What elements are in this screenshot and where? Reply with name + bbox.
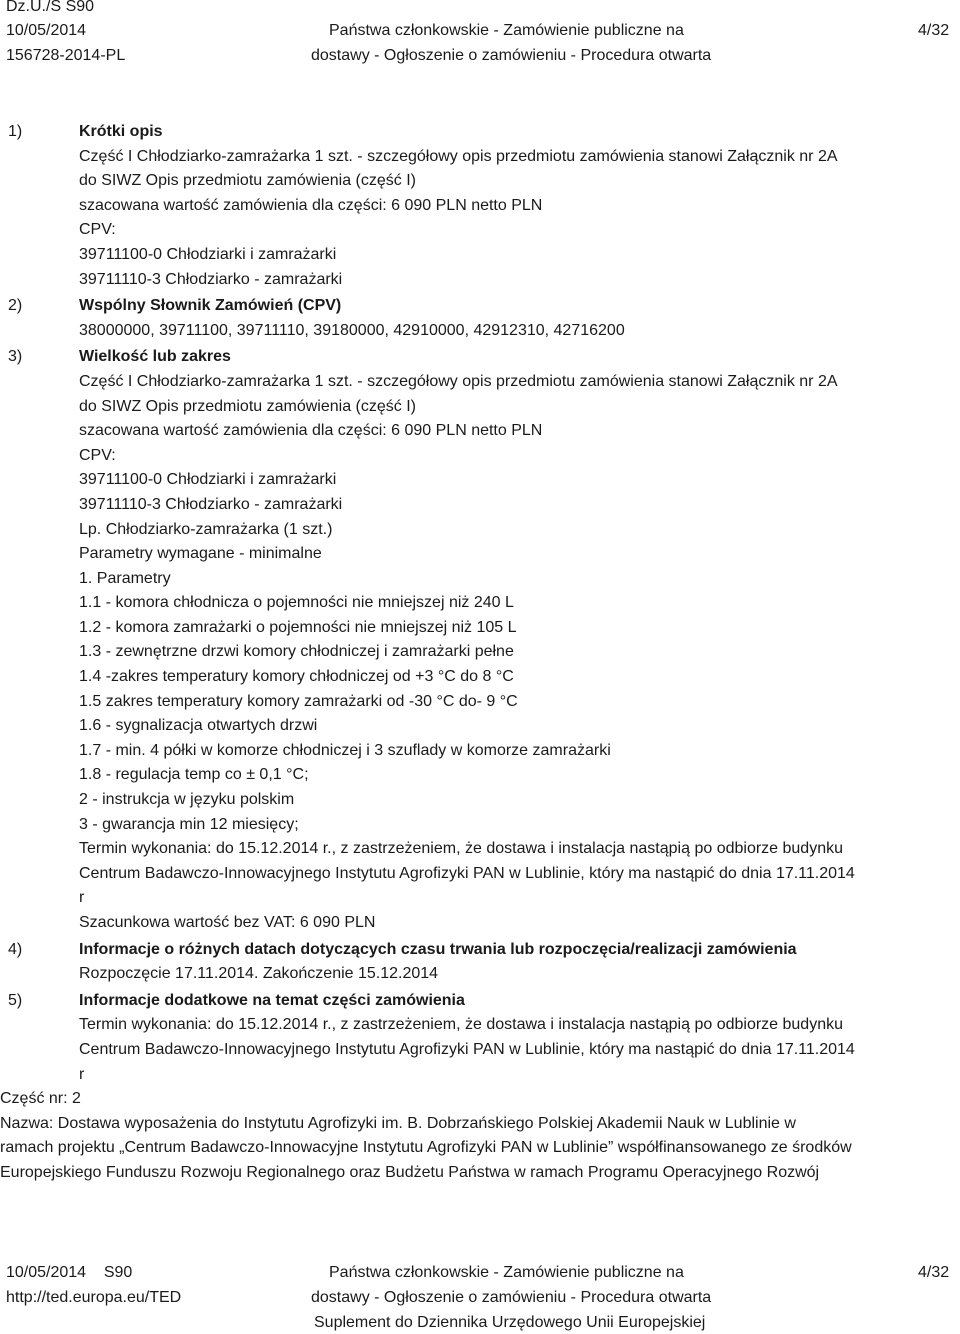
header-date: 10/05/2014 bbox=[6, 22, 87, 39]
text-line: 2 - instrukcja w języku polskim bbox=[79, 791, 295, 809]
text-line: Rozpoczęcie 17.11.2014. Zakończenie 15.12.2014 bbox=[79, 965, 439, 983]
text-line: szacowana wartość zamówienia dla części: 6 090 PLN netto PLN bbox=[79, 422, 543, 440]
text-line: Szacunkowa wartość bez VAT: 6 090 PLN bbox=[79, 914, 376, 931]
text-line: Termin wykonania: do 15.12.2014 r., z zastrzeżeniem, że dostawa i instalacja nastąpią po odbiorze budynku bbox=[79, 840, 843, 858]
text-line: 1.6 - sygnalizacja otwartych drzwi bbox=[79, 717, 318, 735]
section-title: Informacje o różnych datach dotyczących czasu trwania lub rozpoczęcia/realizacji zamówienia bbox=[79, 940, 797, 958]
text-line: Parametry wymagane - minimalne bbox=[79, 545, 322, 563]
section-number: 5) bbox=[8, 991, 23, 1009]
section-title: Informacje dodatkowe na temat części zamówienia bbox=[79, 991, 465, 1009]
header-title-line2: dostawy - Ogłoszenie o zamówieniu - Procedura otwarta bbox=[311, 47, 712, 64]
text-line: Część I Chłodziarko-zamrażarka 1 szt. - szczegółowy opis przedmiotu zamówienia stanowi Załącznik nr 2A bbox=[79, 372, 838, 390]
section-dates bbox=[8, 938, 956, 987]
text-line: CPV: bbox=[79, 446, 116, 464]
section-short-description bbox=[8, 120, 956, 292]
document-body bbox=[0, 120, 956, 1186]
text-line: r bbox=[79, 889, 85, 907]
notice-ref: 156728-2014-PL bbox=[6, 47, 126, 64]
section-title: Krótki opis bbox=[79, 123, 163, 140]
footer-title-line1: Państwa członkowskie - Zamówienie publiczne na bbox=[329, 1264, 684, 1281]
section-number: 2) bbox=[8, 297, 23, 315]
text-line: do SIWZ Opis przedmiotu zamówienia (część I) bbox=[79, 397, 416, 415]
part-name-line: ramach projektu „Centrum Badawczo-Innowacyjne Instytutu Agrofizyki PAN w Lublinie” współfinansowanego ze środków bbox=[0, 1139, 852, 1157]
page-footer bbox=[0, 1262, 960, 1334]
text-line: 39711100-0 Chłodziarki i zamrażarki bbox=[79, 471, 337, 489]
journal-ref: Dz.U./S S90 bbox=[6, 0, 95, 15]
text-line: 3 - gwarancja min 12 miesięcy; bbox=[79, 815, 299, 833]
section-number: 1) bbox=[8, 123, 23, 140]
footer-title-line3: Suplement do Dziennika Urzędowego Unii Europejskiej bbox=[314, 1314, 706, 1331]
part-label: Część nr: 2 bbox=[0, 1090, 81, 1108]
text-line: 1. Parametry bbox=[79, 569, 171, 587]
text-line: Centrum Badawczo-Innowacyjnego Instytutu Agrofizyki PAN w Lublinie, który ma nastąpić do dnia 17.11.2014 bbox=[79, 1040, 855, 1058]
text-line: Centrum Badawczo-Innowacyjnego Instytutu Agrofizyki PAN w Lublinie, który ma nastąpić do dnia 17.11.2014 bbox=[79, 864, 855, 882]
text-line: CPV: bbox=[79, 221, 116, 239]
text-line: r bbox=[79, 1065, 85, 1083]
header-title-line1: Państwa członkowskie - Zamówienie publiczne na bbox=[329, 22, 684, 39]
part-2-block bbox=[0, 1087, 956, 1185]
section-title: Wspólny Słownik Zamówień (CPV) bbox=[79, 297, 342, 315]
section-scope bbox=[8, 345, 956, 935]
footer-url[interactable]: http://ted.europa.eu/TED bbox=[6, 1289, 182, 1306]
page-header bbox=[0, 0, 960, 70]
section-number: 4) bbox=[8, 940, 23, 958]
section-cpv bbox=[8, 294, 956, 343]
text-line: 1.1 - komora chłodnicza o pojemności nie mniejszej niż 240 L bbox=[79, 594, 514, 612]
text-line: Lp. Chłodziarko-zamrażarka (1 szt.) bbox=[79, 520, 333, 538]
text-line: 1.8 - regulacja temp co ± 0,1 °C; bbox=[79, 766, 309, 784]
text-line: 39711110-3 Chłodziarko - zamrażarki bbox=[79, 495, 343, 513]
footer-title-line2: dostawy - Ogłoszenie o zamówieniu - Procedura otwarta bbox=[311, 1289, 712, 1306]
section-number: 3) bbox=[8, 348, 23, 366]
text-line: Część I Chłodziarko-zamrażarka 1 szt. - szczegółowy opis przedmiotu zamówienia stanowi Załącznik nr 2A bbox=[79, 147, 838, 165]
text-line: 39711100-0 Chłodziarki i zamrażarki bbox=[79, 245, 337, 263]
part-name-line: Nazwa: Dostawa wyposażenia do Instytutu Agrofizyki im. B. Dobrzańskiego Polskiej Akademii Nauk w Lublinie w bbox=[0, 1114, 796, 1132]
footer-date-series: 10/05/2014 S90 bbox=[6, 1264, 133, 1281]
header-page-number: 4/32 bbox=[918, 22, 950, 39]
text-line: do SIWZ Opis przedmiotu zamówienia (część I) bbox=[79, 172, 416, 190]
text-line: 1.2 - komora zamrażarki o pojemności nie mniejszej niż 105 L bbox=[79, 618, 517, 636]
part-name-line: Europejskiego Funduszu Rozwoju Regionalnego oraz Budżetu Państwa w ramach Programu Operacyjnego Rozwój bbox=[0, 1163, 820, 1181]
text-line: 1.5 zakres temperatury komory zamrażarki od -30 °C do- 9 °C bbox=[79, 692, 518, 710]
text-line: 38000000, 39711100, 39711110, 39180000, 42910000, 42912310, 42716200 bbox=[79, 321, 625, 339]
text-line: 1.3 - zewnętrzne drzwi komory chłodniczej i zamrażarki pełne bbox=[79, 643, 514, 661]
section-additional-info bbox=[8, 989, 956, 1087]
text-line: szacowana wartość zamówienia dla części: 6 090 PLN netto PLN bbox=[79, 196, 543, 214]
section-title: Wielkość lub zakres bbox=[79, 348, 231, 366]
text-line: Termin wykonania: do 15.12.2014 r., z zastrzeżeniem, że dostawa i instalacja nastąpią po odbiorze budynku bbox=[79, 1016, 843, 1034]
text-line: 1.4 -zakres temperatury komory chłodniczej od +3 °C do 8 °C bbox=[79, 668, 514, 686]
text-line: 39711110-3 Chłodziarko - zamrażarki bbox=[79, 270, 343, 288]
text-line: 1.7 - min. 4 półki w komorze chłodniczej i 3 szuflady w komorze zamrażarki bbox=[79, 741, 611, 759]
footer-page-number: 4/32 bbox=[918, 1264, 950, 1281]
